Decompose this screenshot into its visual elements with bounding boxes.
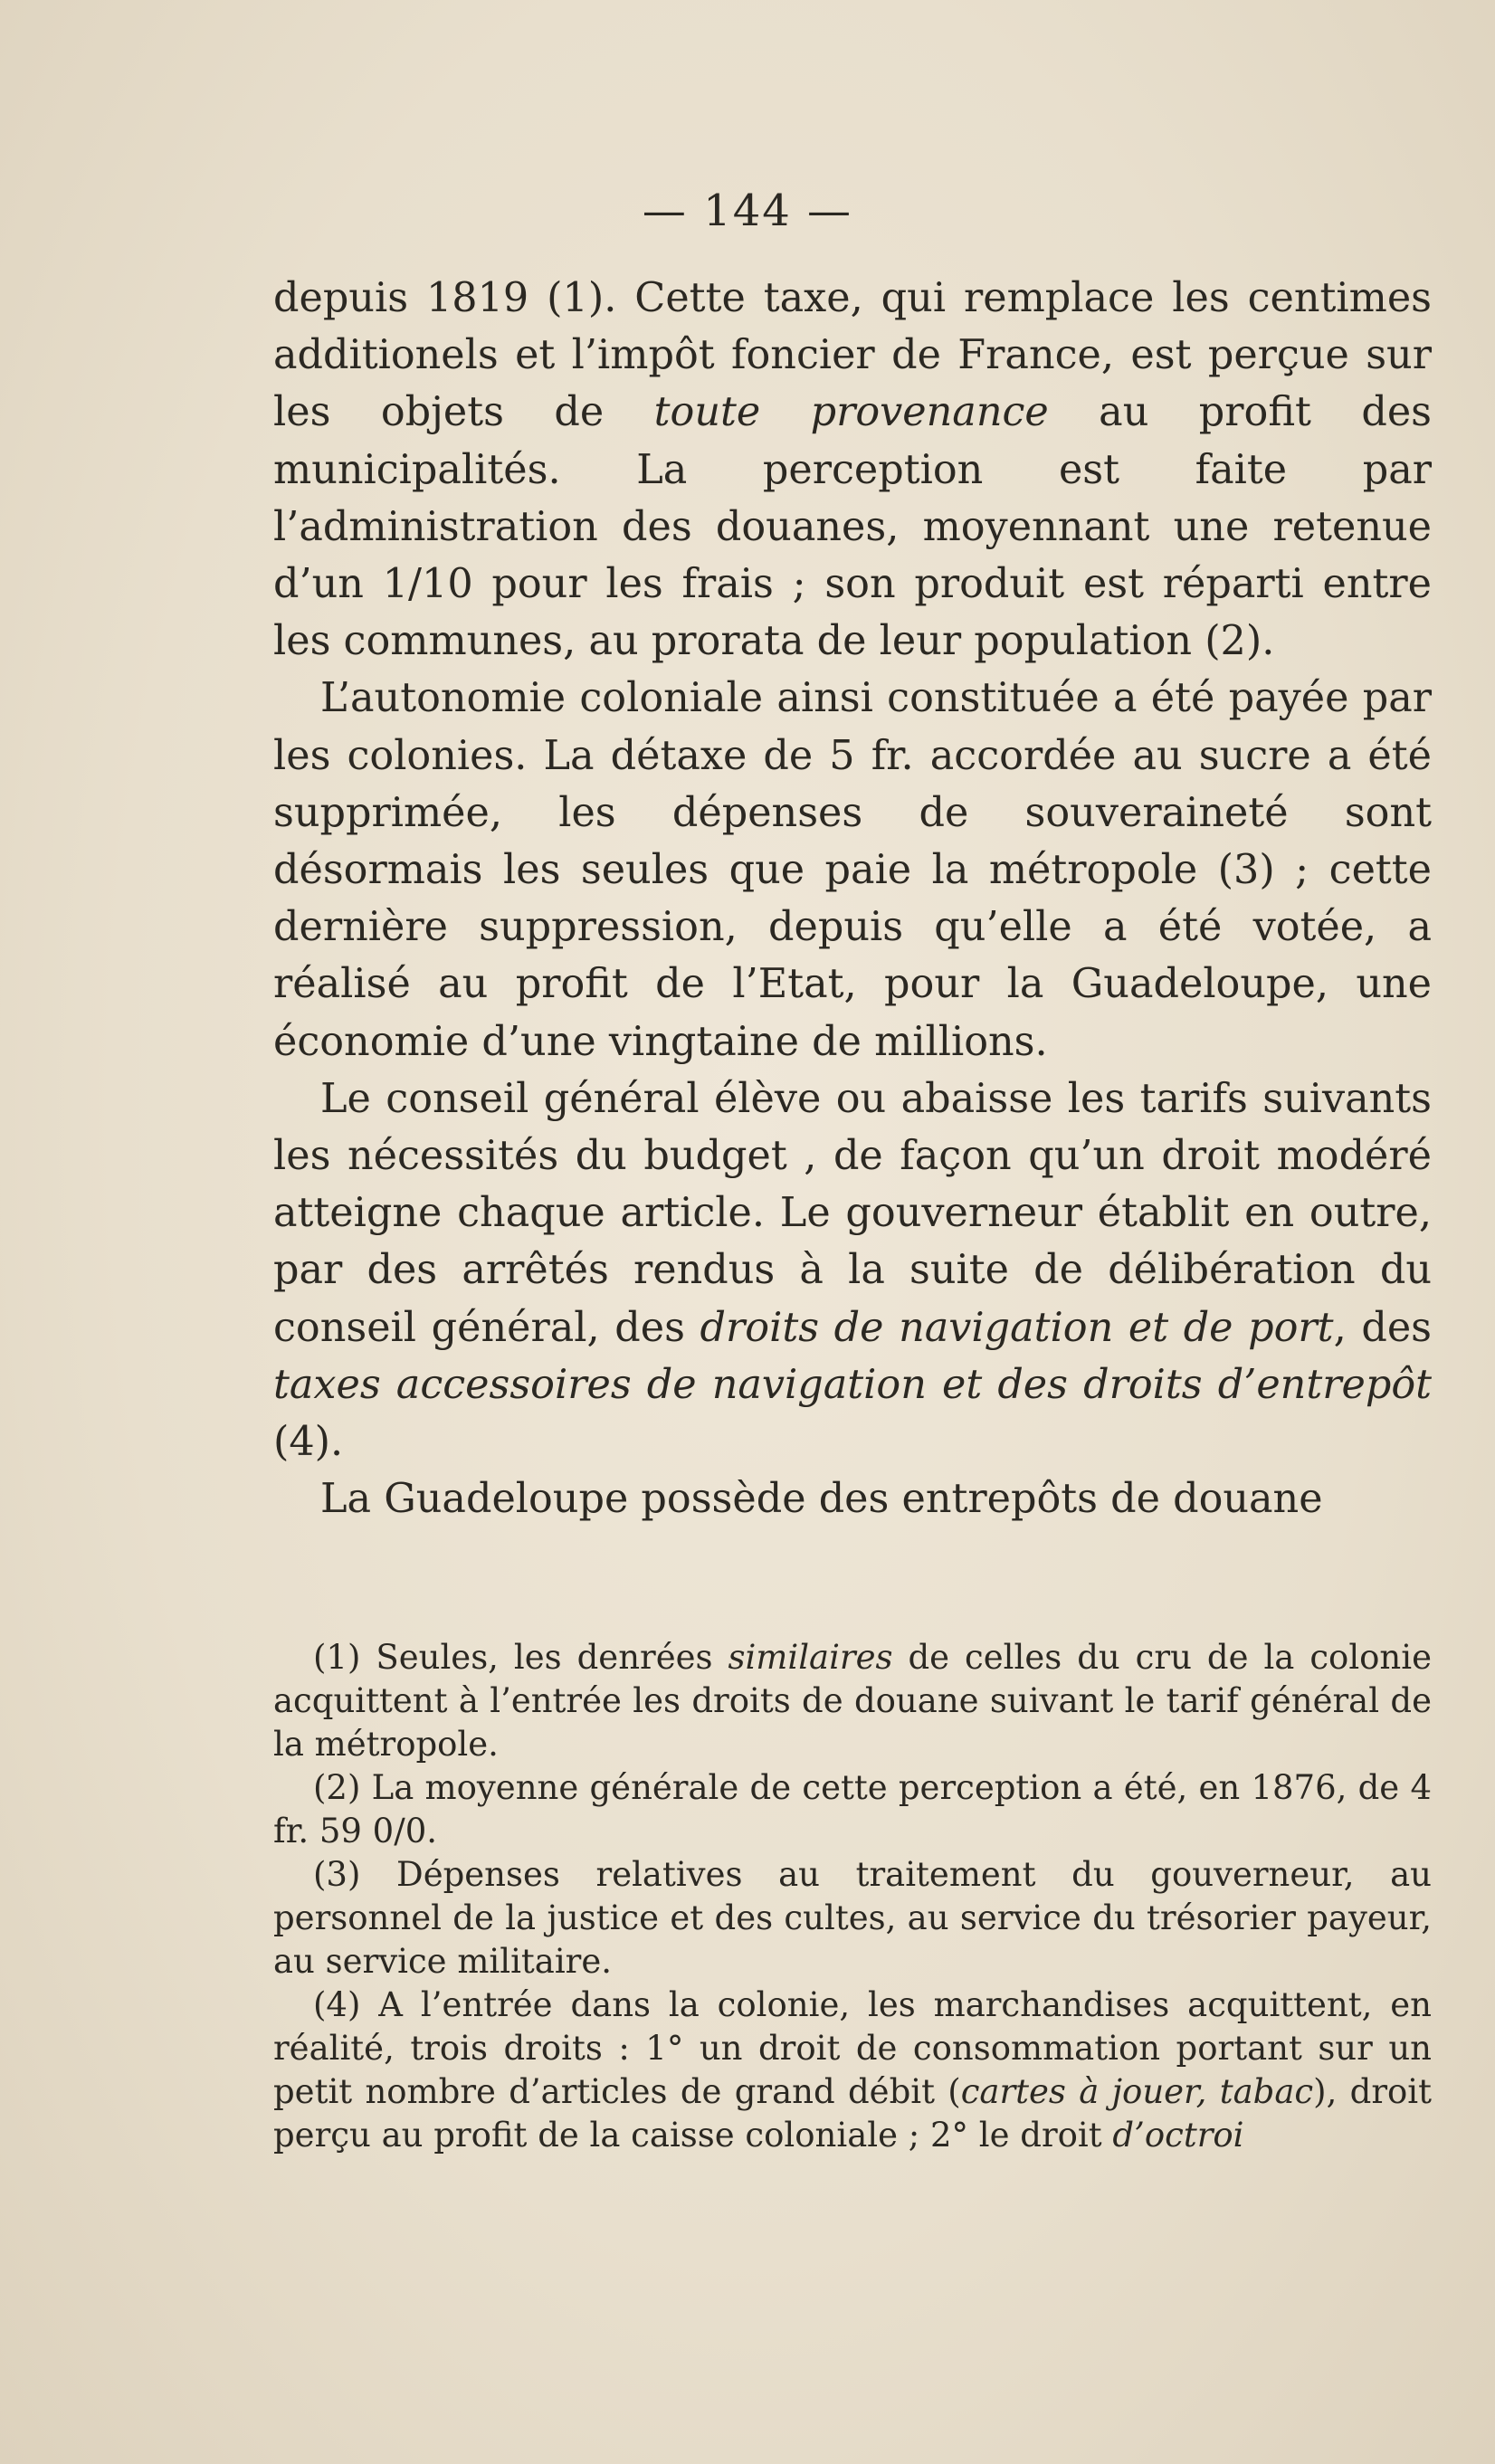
- text-segment: (2) La moyenne générale de cette perception a été, en 1876, de 4 fr. 59 0/0.: [273, 1768, 1432, 1850]
- text-segment: L’autonomie coloniale ainsi constituée a été payée par les colonies. La détaxe de 5 fr. accordée au sucre a été supprimée, les dépenses de souveraineté sont désormais les seules que paie la métropole (3) ; cette dernière suppression, depuis qu’elle a été votée, a réalisé au profit de l’Etat, pour la Guadeloupe, une économie d’une vingtaine de millions.: [273, 675, 1432, 1065]
- main-text: [273, 270, 1432, 1527]
- footnotes: [273, 1636, 1432, 2157]
- text-segment: , des: [1333, 1304, 1433, 1351]
- text-segment: depuis 1819 (1). Cette taxe, qui remplace les centimes additionels et l’impôt foncier de France, est perçue sur les objets de: [273, 275, 1432, 436]
- text-segment: de celles du cru de la colonie acquittent à l’entrée les droits de douane suivant le tarif général de la métropole.: [273, 1638, 1432, 1764]
- paragraph: [273, 1070, 1432, 1470]
- text-segment: au profit des municipalités. La perception est faite par l’administration des douanes, moyennant une retenue d’un 1/10 pour les frais ; son produit est réparti entre les communes, au prorata de leur population (2).: [273, 389, 1432, 665]
- text-segment: Le conseil général élève ou abaisse les tarifs suivants les nécessités du budget , de façon qu’un droit modéré atteigne chaque article. Le gouverneur établit en outre, par des arrêtés rendus à la suite de délibération du conseil général, des: [273, 1075, 1432, 1351]
- page-number: — 144 —: [642, 186, 853, 236]
- italic-segment: cartes à jouer, tabac: [960, 2072, 1314, 2111]
- italic-segment: droits de navigation et de port: [700, 1304, 1334, 1351]
- italic-segment: similaires: [728, 1638, 893, 1677]
- text-segment: La Guadeloupe possède des entrepôts de douane: [320, 1476, 1323, 1523]
- footnote: [273, 1853, 1432, 1984]
- italic-segment: taxes accessoires de navigation et des droits d’entrepôt: [273, 1361, 1432, 1408]
- text-segment: ), droit perçu au profit de la caisse coloniale ; 2° le droit: [273, 2072, 1432, 2155]
- italic-segment: d’octroi: [1112, 2116, 1244, 2155]
- paragraph: [273, 670, 1432, 1070]
- text-segment: (4).: [273, 1419, 344, 1466]
- italic-segment: toute provenance: [653, 389, 1049, 436]
- text-segment: (4) A l’entrée dans la colonie, les marchandises acquittent, en réalité, trois droits : 1° un droit de consommation portant sur un petit nombre d’articles de grand débit (: [273, 1985, 1432, 2111]
- text-segment: (3) Dépenses relatives au traitement du gouverneur, au personnel de la justice et des cultes, au service du trésorier payeur, au service militaire.: [273, 1855, 1432, 1981]
- footnote: [273, 1636, 1432, 1766]
- text-segment: (1) Seules, les denrées: [313, 1638, 728, 1677]
- footnote: [273, 1984, 1432, 2157]
- paragraph: [273, 1470, 1432, 1527]
- paragraph: [273, 270, 1432, 670]
- footnote: [273, 1766, 1432, 1853]
